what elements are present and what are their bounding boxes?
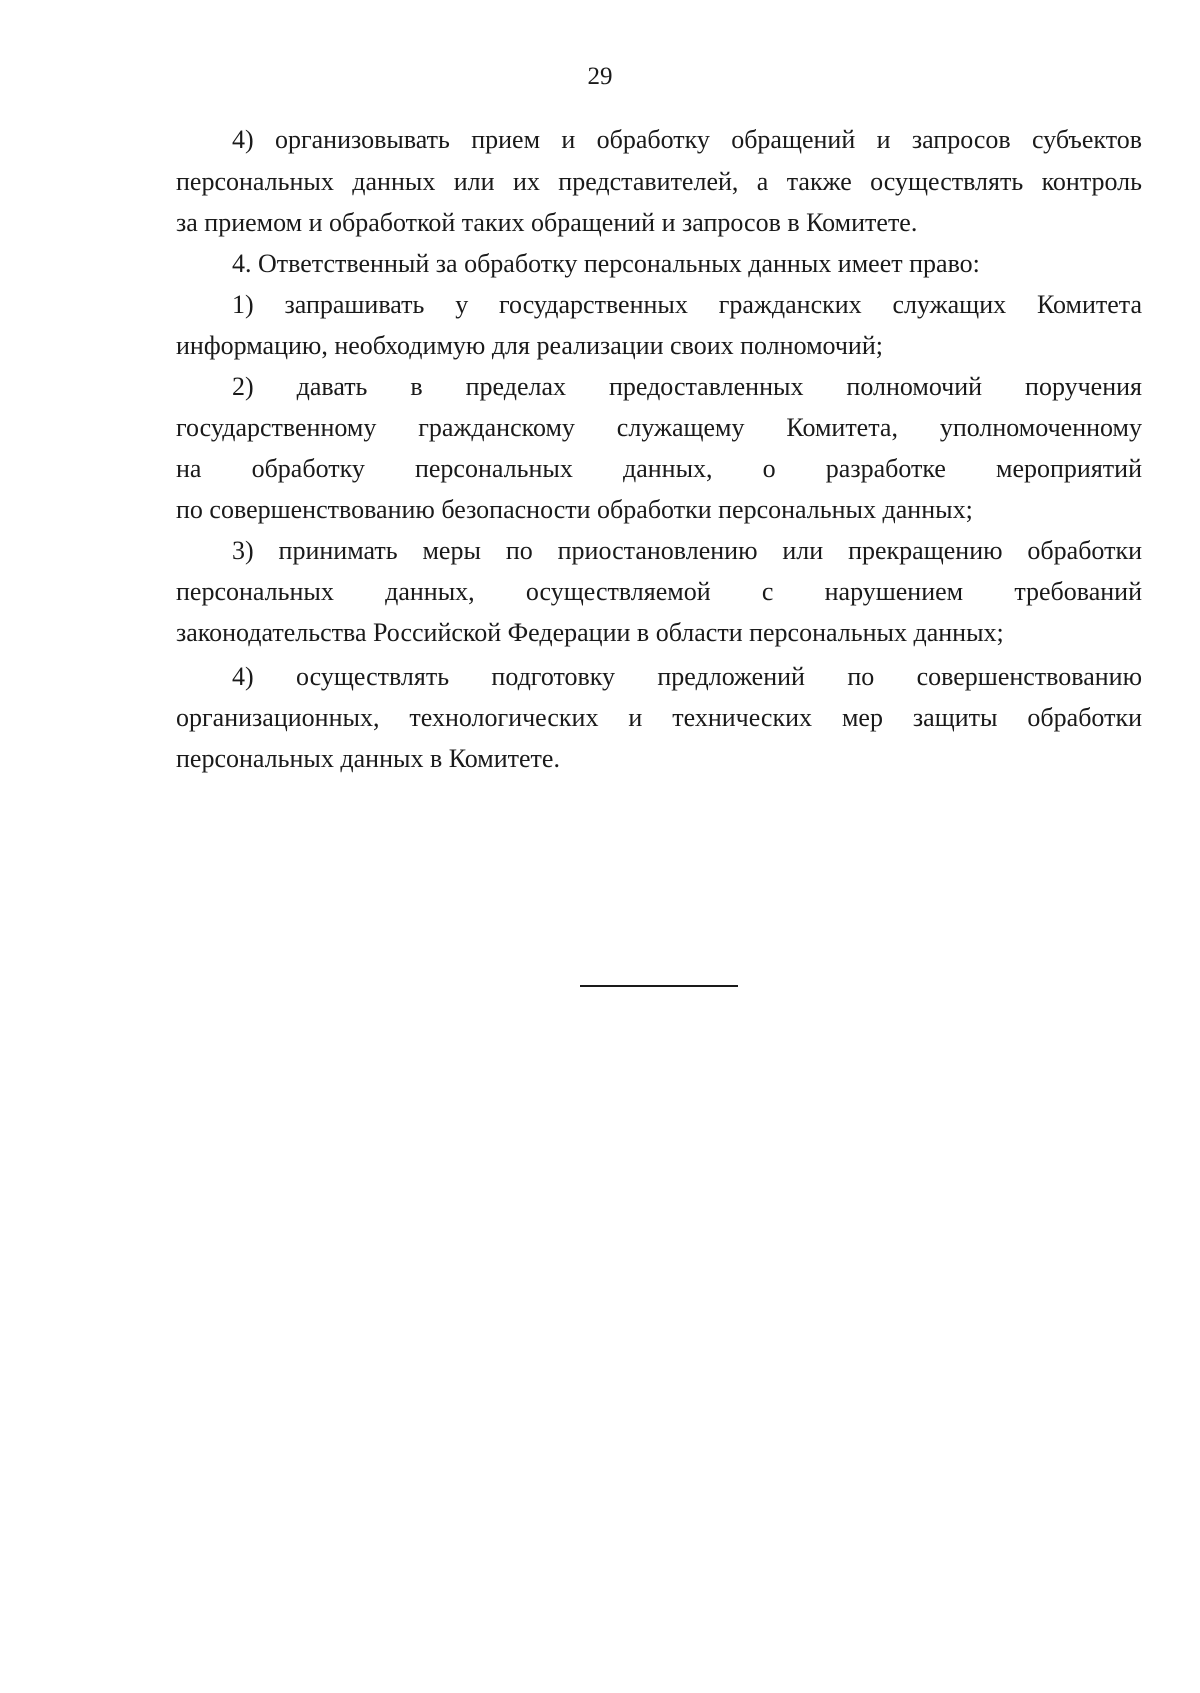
text-line: 1) запрашивать у государственных гражданских служащих Комитета <box>232 290 1142 319</box>
text-line: на обработку персональных данных, о разработке мероприятий <box>176 454 1142 483</box>
end-rule <box>580 985 738 987</box>
text-line: информацию, необходимую для реализации своих полномочий; <box>176 331 883 360</box>
text-line: по совершенствованию безопасности обработки персональных данных; <box>176 495 973 524</box>
text-line: 2) давать в пределах предоставленных полномочий поручения <box>232 372 1142 401</box>
text-line: персональных данных или их представителей, а также осуществлять контроль <box>176 167 1142 196</box>
text-line: 3) принимать меры по приостановлению или прекращению обработки <box>232 536 1142 565</box>
text-line: 4) осуществлять подготовку предложений по совершенствованию <box>232 662 1142 691</box>
text-line: законодательства Российской Федерации в области персональных данных; <box>176 618 1004 647</box>
text-line: 4) организовывать прием и обработку обращений и запросов субъектов <box>232 125 1142 154</box>
page-number: 29 <box>587 63 613 90</box>
text-line: персональных данных, осуществляемой с нарушением требований <box>176 577 1142 606</box>
text-line: организационных, технологических и технических мер защиты обработки <box>176 703 1142 732</box>
text-line: за приемом и обработкой таких обращений и запросов в Комитете. <box>176 208 918 237</box>
text-line: 4. Ответственный за обработку персональных данных имеет право: <box>232 249 980 278</box>
text-line: государственному гражданскому служащему Комитета, уполномоченному <box>176 413 1142 442</box>
text-line: персональных данных в Комитете. <box>176 744 560 773</box>
